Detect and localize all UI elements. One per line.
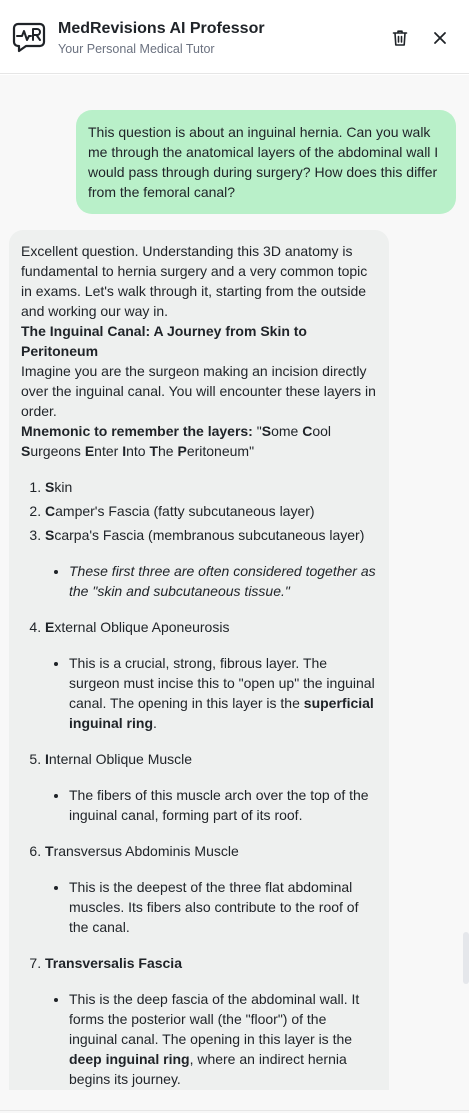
- note-item: • These first three are often considered together as the "skin and subcutaneous tissue.": [69, 561, 377, 601]
- list-item: 3. Scarpa's Fascia (membranous subcutaneous layer) • These first three are often considered together as the "skin and subcutaneous tissue.": [45, 525, 377, 601]
- divider: [0, 1110, 469, 1111]
- section-text: Imagine you are the surgeon making an incision directly over the inguinal canal. You will encounter these layers in order.: [21, 363, 376, 419]
- close-icon[interactable]: [430, 28, 450, 48]
- layer-list: [21, 477, 377, 1089]
- mnemonic: Mnemonic to remember the layers: "Some Cool Surgeons Enter Into The Peritoneum": [21, 423, 332, 459]
- list-item: 6. Transversus Abdominis Muscle • This is the deepest of the three flat abdominal muscles. Its fibers also contribute to the roof of the canal.: [45, 841, 377, 937]
- chat-header: [0, 0, 469, 74]
- app-subtitle: Your Personal Medical Tutor: [58, 42, 215, 56]
- stethoscope-chat-icon: [12, 20, 46, 54]
- list-item: 7. Transversalis Fascia • This is the deep fascia of the abdominal wall. It forms the posterior wall (the "floor") of the inguinal canal. The opening in this layer is the deep inguinal ring, where an indirect hernia begins its journey.: [45, 953, 377, 1089]
- list-item: 2. Camper's Fascia (fatty subcutaneous layer): [45, 501, 377, 521]
- note-item: • This is the deep fascia of the abdominal wall. It forms the posterior wall (the "floor") of the inguinal canal. The opening in this layer is the deep inguinal ring, where an indirect hernia begins its journey.: [69, 989, 377, 1089]
- note-item: • The fibers of this muscle arch over the top of the inguinal canal, forming part of its roof.: [69, 785, 377, 825]
- list-item: 4. External Oblique Aponeurosis • This is a crucial, strong, fibrous layer. The surgeon must incise this to "open up" the inguinal canal. The opening in this layer is the superficial inguinal ring.: [45, 617, 377, 733]
- trash-icon[interactable]: [390, 28, 410, 48]
- user-message: This question is about an inguinal hernia. Can you walk me through the anatomical layers of the abdominal wall I would pass through during surgery? How does this differ from the femoral canal?: [76, 110, 456, 214]
- section-title: The Inguinal Canal: A Journey from Skin to Peritoneum: [21, 323, 307, 359]
- mnemonic-label: Mnemonic to remember the layers:: [21, 423, 253, 439]
- note-item: • This is the deepest of the three flat abdominal muscles. Its fibers also contribute to the roof of the canal.: [69, 877, 377, 937]
- chat-area[interactable]: [0, 75, 469, 1113]
- app-title: MedRevisions AI Professor: [58, 20, 265, 37]
- assistant-message: [9, 230, 389, 1090]
- scrollbar[interactable]: [463, 932, 469, 984]
- list-item: 5. Internal Oblique Muscle • The fibers of this muscle arch over the top of the inguinal canal, forming part of its roof.: [45, 749, 377, 825]
- list-item: 1. Skin: [45, 477, 377, 497]
- note-item: • This is a crucial, strong, fibrous layer. The surgeon must incise this to "open up" the inguinal canal. The opening in this layer is the superficial inguinal ring.: [69, 653, 377, 733]
- assistant-intro: Excellent question. Understanding this 3D anatomy is fundamental to hernia surgery and a very common topic in exams. Let's walk through it, starting from the outside and working our way in.: [21, 243, 368, 319]
